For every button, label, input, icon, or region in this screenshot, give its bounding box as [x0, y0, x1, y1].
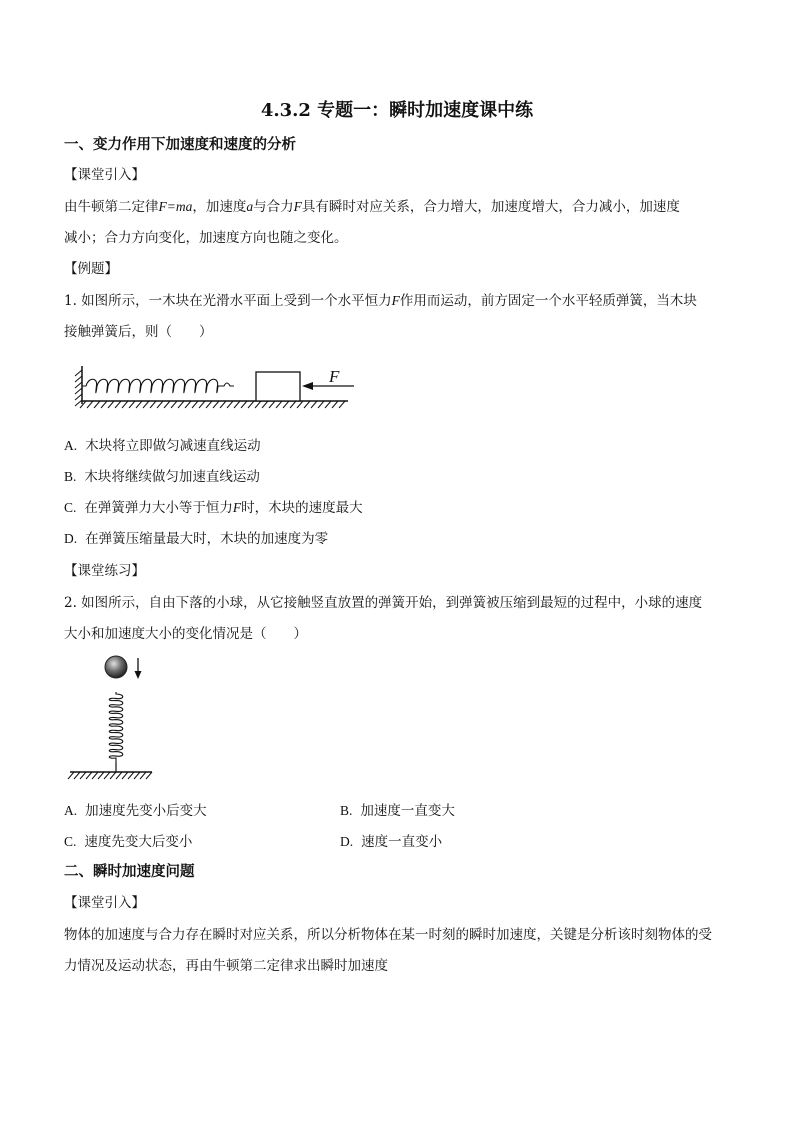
intro-symbol-f: F [293, 199, 302, 214]
q2-option-d[interactable] [340, 832, 442, 852]
q1-option-c[interactable] [64, 498, 363, 518]
intro-text: 由牛顿第二定律 [64, 199, 159, 215]
q1-text: 1. 如图所示，一木块在光滑水平面上受到一个水平恒力 [64, 293, 392, 309]
option-text: 加速度先变小后变大 [85, 803, 207, 819]
section1-intro-line2: 减小；合力方向变化，加速度方向也随之变化。 [64, 230, 348, 246]
intro-text: ，加速度 [192, 199, 247, 215]
intro-formula: F=ma [158, 199, 193, 214]
section2-intro-line1: 物体的加速度与合力存在瞬时对应关系，所以分析物体在某一时刻的瞬时加速度，关键是分析该时刻物体的受 [64, 927, 712, 943]
section2-intro-line2: 力情况及运动状态，再由牛顿第二定律求出瞬时加速度 [64, 958, 388, 974]
intro-symbol-a: a [246, 199, 254, 214]
question2-line2: 大小和加速度大小的变化情况是（ ） [64, 626, 307, 642]
option-letter: D. [64, 531, 78, 546]
ball [105, 656, 127, 678]
q1-option-a[interactable] [64, 436, 261, 456]
option-letter: C. [64, 834, 77, 849]
option-text: 时，木块的速度最大 [241, 500, 363, 516]
spring-block-figure [70, 360, 360, 412]
section1-intro-tag: 【课堂引入】 [64, 167, 145, 183]
option-text: 木块将继续做匀加速直线运动 [84, 469, 260, 485]
fall-arrow-head [135, 671, 142, 679]
option-text: 在弹簧压缩量最大时，木块的加速度为零 [85, 531, 329, 547]
option-symbol-f: F [232, 500, 242, 515]
block [256, 372, 300, 401]
option-letter: A. [64, 803, 78, 818]
option-letter: B. [340, 803, 353, 818]
option-letter: C. [64, 500, 77, 515]
force-label: F [329, 367, 340, 386]
option-letter: B. [64, 469, 77, 484]
horizontal-spring [82, 379, 234, 393]
option-text: 速度一直变小 [361, 834, 443, 850]
ground-hatch [80, 401, 345, 408]
page-title: 4.3.2 专题一：瞬时加速度课中练 [260, 100, 534, 121]
question2-line1: 2. 如图所示，自由下落的小球，从它接触竖直放置的弹簧开始，到弹簧被压缩到最短的过程中，小球的速度 [64, 595, 703, 611]
question1-line2: 接触弹簧后，则（ ） [64, 324, 213, 340]
wall-hatch [75, 370, 82, 406]
option-text: 木块将立即做匀减速直线运动 [85, 438, 261, 454]
vertical-spring [109, 692, 123, 762]
example-tag: 【例题】 [64, 261, 118, 277]
section2-heading: 二、瞬时加速度问题 [64, 863, 195, 880]
option-letter: A. [64, 438, 78, 453]
arrow-head [302, 382, 313, 390]
q1-text: 作用而运动，前方固定一个水平轻质弹簧，当木块 [399, 293, 697, 309]
option-text: 速度先变大后变小 [84, 834, 193, 850]
practice-tag: 【课堂练习】 [64, 563, 145, 579]
q1-symbol-f: F [391, 293, 400, 308]
q1-option-d[interactable] [64, 529, 328, 549]
section1-heading: 一、变力作用下加速度和速度的分析 [64, 136, 296, 153]
option-letter: D. [340, 834, 354, 849]
section1-intro-line1 [64, 197, 680, 217]
option-text: 在弹簧弹力大小等于恒力 [84, 500, 233, 516]
intro-text: 与合力 [253, 199, 294, 215]
question1-line1 [64, 291, 697, 311]
q2-option-b[interactable] [340, 801, 455, 821]
q1-option-b[interactable] [64, 467, 260, 487]
intro-text: 具有瞬时对应关系，合力增大，加速度增大，合力减小，加速度 [301, 199, 680, 215]
section2-intro-tag: 【课堂引入】 [64, 895, 145, 911]
q2-option-c[interactable] [64, 832, 192, 852]
ball-spring-figure [66, 650, 166, 790]
floor-hatch [68, 772, 152, 779]
q2-option-a[interactable] [64, 801, 207, 821]
option-text: 加速度一直变大 [360, 803, 455, 819]
